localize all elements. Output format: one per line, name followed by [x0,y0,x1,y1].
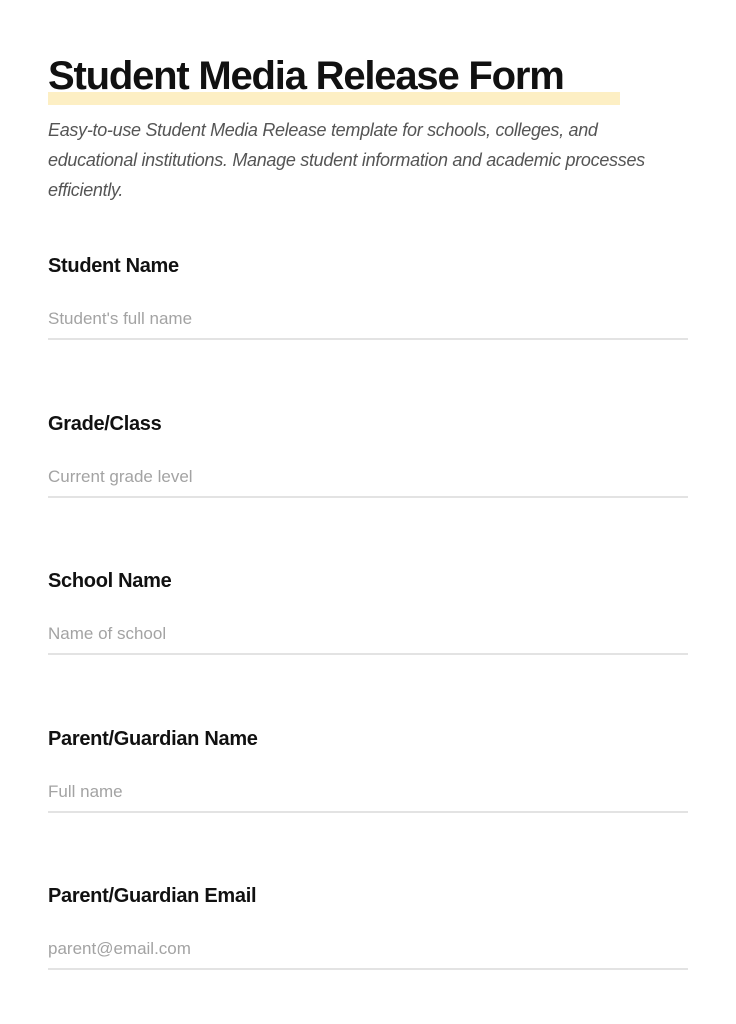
field-label: Student Name [48,255,179,277]
grade-class-input[interactable] [48,458,688,498]
field-student-name [48,252,688,372]
form-description: Easy-to-use Student Media Release template for schools, colleges, and educational institutions. Manage student information and academic processes efficiently. [48,120,645,200]
page-title: Student Media Release Form [48,54,564,98]
parent-name-input[interactable] [48,773,688,813]
student-name-input[interactable] [48,300,688,340]
school-name-input[interactable] [48,615,688,655]
field-label: School Name [48,570,172,592]
parent-email-input[interactable] [48,930,688,970]
field-parent-name [48,725,688,845]
field-label: Grade/Class [48,413,162,435]
field-label: Parent/Guardian Email [48,885,257,907]
field-school-name [48,567,688,687]
field-grade-class [48,410,688,530]
field-parent-email [48,882,688,1002]
field-label: Parent/Guardian Name [48,728,258,750]
